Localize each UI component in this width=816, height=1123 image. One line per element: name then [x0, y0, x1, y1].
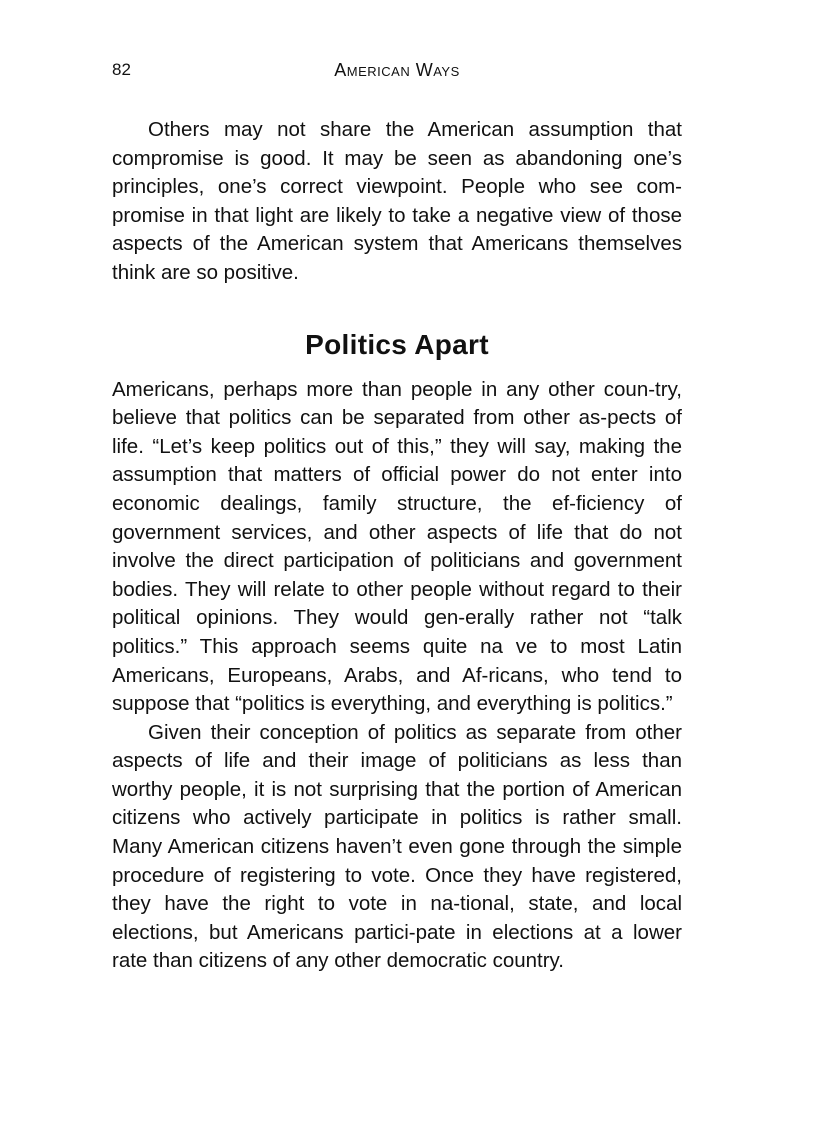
body-text	[112, 116, 682, 976]
running-header	[112, 58, 682, 88]
running-title: American Ways	[334, 60, 460, 80]
section-heading: Politics Apart	[305, 328, 489, 360]
page-number: 82	[112, 60, 131, 79]
intro-paragraph: Others may not share the American assumption that compromise is good. It may be seen as abandoning one’s principles, one’s correct viewpoint. People who see com-promise in that light are likely to take a negative view of those aspects of the American system that Americans themselves think are so positive.	[112, 118, 682, 284]
paragraph-2: Given their conception of politics as separate from other aspects of life and their image of politicians as less than worthy people, it is not surprising that the portion of American citizens who actively participate in politics is rather small. Many American citizens haven’t even gone through the simple procedure of registering to vote. Once they have registered, they have the right to vote in na-tional, state, and local elections, but Americans partici-pate in elections at a lower rate than citizens of any other democratic country.	[112, 720, 682, 973]
paragraph-1: Americans, perhaps more than people in any other coun-try, believe that politics can be separated from other as-pects of life. “Let’s keep politics out of this,” they will say, making the assumption that matters of official power do not enter into economic dealings, family structure, the ef-ficiency of government services, and other aspects of life that do not involve the direct participation of politicians and government bodies. They will relate to other people without regard to their political opinions. They would gen-erally rather not “talk politics.” This approach seems quite na ve to most Latin Americans, Europeans, Arabs, and Af-ricans, who tend to suppose that “politics is everything, and everything is politics.”	[112, 377, 682, 716]
